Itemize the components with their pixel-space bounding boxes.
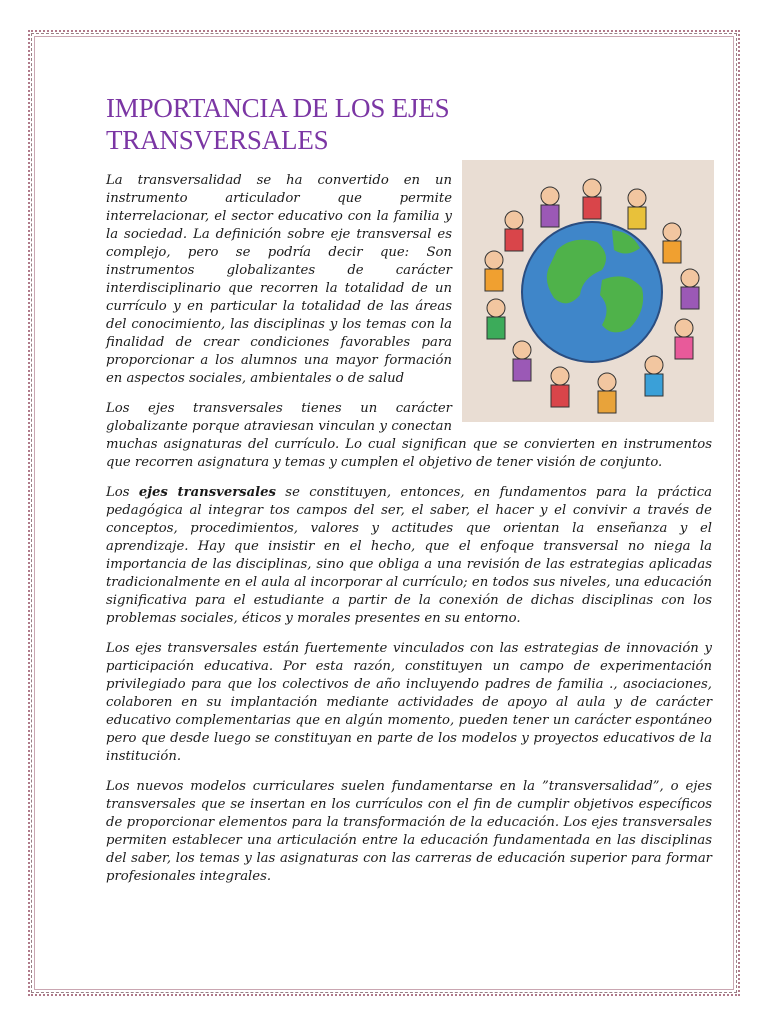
paragraph-3-bold: ejes transversales [138, 485, 276, 500]
paragraph-4: Los ejes transversales están fuertemente vinculados con las estrategias de innovación y participación educativa. Por esta razón, constituyen un campo de experimentación privilegiado para que los colectivos de año incluyendo padres de familia ., asociaciones, colaboren en su implantación mediante actividades de apoyo al aula y de carácter educativo complementarias que en algún momento, pueden tener un carácter espontáneo pero que desde luego se constituyan en parte de los modelos y proyectos educativos de la institución. [106, 641, 712, 764]
paragraph-1: La transversalidad se ha convertido en un instrumento articulador que permite interrelacionar, el sector educativo con la familia y la sociedad. La definición sobre eje transversal es complejo, pero se podría decir que: Son instrumentos globalizantes de carácter interdisciplinario que recorren la totalidad de un currículo y en particular la totalidad de las áreas del conocimiento, las disciplinas y los temas con la finalidad de crear condiciones favorables para proporcionar a los alumnos una mayor formación en aspectos sociales, ambientales o de salud [106, 173, 452, 386]
children-around-globe-icon [462, 160, 714, 422]
paragraph-3-rest: se constituyen, entonces, en fundamentos para la práctica pedagógica al integrar tos campos del ser, el saber, el hacer y el convivir a través de conceptos, procedimientos, valores y actitudes que orientan la enseñanza y el aprendizaje. Hay que insistir en el hecho, que el enfoque transversal no niega la importancia de las disciplinas, sino que obliga a una revisión de las estrategias aplicadas tradicionalmente en el aula al incorporar al currículo; en todos sus niveles, una educación significativa para el estudiante a partir de la conexión de dichas disciplinas con los problemas sociales, éticos y morales presentes en su entorno. [106, 485, 712, 626]
paragraph-3-lead: Los [106, 485, 139, 500]
globe-illustration [462, 160, 714, 422]
paragraph-5: Los nuevos modelos curriculares suelen fundamentarse en la ”transversalidad”, o ejes transversales que se insertan en los currículos con el fin de cumplir objetivos específicos de proporcionar elementos para la transformación de la educación. Los ejes transversales permiten establecer una articulación entre la educación fundamentada en las disciplinas del saber, los temas y las asignaturas con las carreras de educación superior para formar profesionales integrales. [106, 779, 712, 884]
document-body [106, 172, 712, 884]
paragraph-3 [106, 484, 712, 628]
paragraph-2: Los ejes transversales tienes un carácter globalizante porque atraviesan vinculan y conectan muchas asignaturas del currículo. Lo cual significan que se convierten en instrumentos que recorren asignatura y temas y cumplen el objetivo de tener visión de conjunto. [106, 401, 712, 470]
page-title: IMPORTANCIA DE LOS EJES TRANSVERSALES [106, 93, 450, 155]
